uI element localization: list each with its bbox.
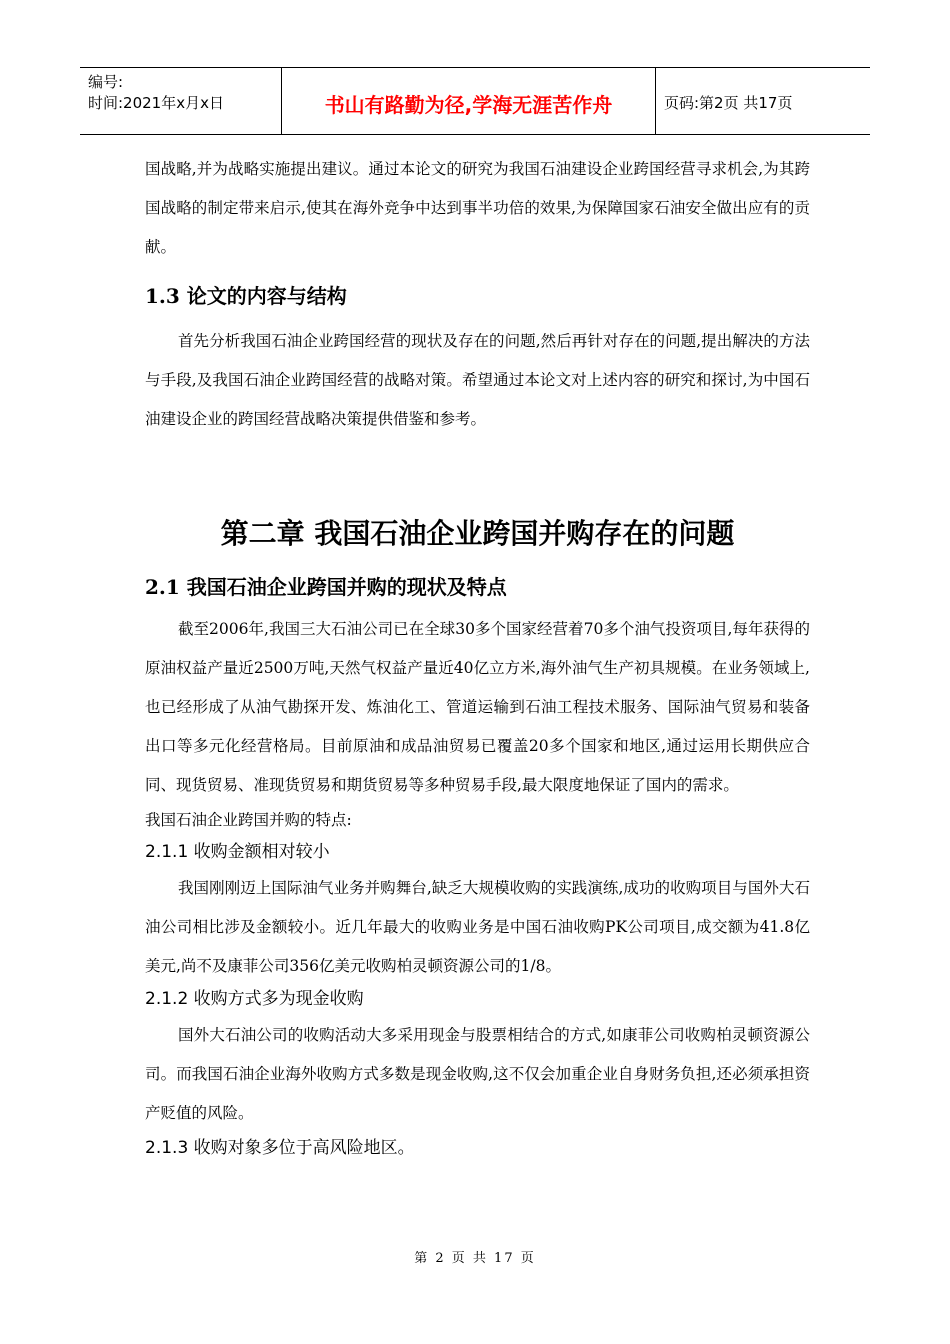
header-code-label: 编号:	[88, 73, 124, 91]
section-2-1-title: 2.1 我国石油企业跨国并购的现状及特点	[145, 575, 507, 599]
header-page-info: 页码:第2页 共17页	[664, 93, 793, 112]
page-footer: 第 2 页 共 17 页	[414, 1251, 536, 1266]
section-2-1-2-title: 2.1.2 收购方式多为现金收购	[145, 989, 364, 1009]
intro-paragraph: 国战略,并为战略实施提出建议。通过本论文的研究为我国石油建设企业跨国经营寻求机会,为其跨国战略的制定带来启示,使其在海外竞争中达到事半功倍的效果,为保障国家石油安全做出应有的贡献。	[145, 160, 810, 256]
document-body	[145, 150, 810, 1161]
page-header	[80, 67, 870, 135]
header-time-label: 时间:2021年x月x日	[88, 94, 224, 112]
chapter-2-title: 第二章 我国石油企业跨国并购存在的问题	[220, 517, 735, 550]
section-1-3-title: 1.3 论文的内容与结构	[145, 284, 347, 308]
section-2-1-paragraph: 截至2006年,我国三大石油公司已在全球30多个国家经营着70多个油气投资项目,每年获得的原油权益产量近2500万吨,天然气权益产量近40亿立方米,海外油气生产初具规模。在业务领域上,也已经形成了从油气勘探开发、炼油化工、管道运输到石油工程技术服务、国际油气贸易和装备出口等多元化经营格局。目前原油和成品油贸易已覆盖20多个国家和地区,通过运用长期供应合同、现货贸易、准现货贸易和期货贸易等多种贸易手段,最大限度地保证了国内的需求。	[145, 620, 810, 794]
features-label: 我国石油企业跨国并购的特点:	[145, 811, 352, 829]
section-2-1-2-paragraph: 国外大石油公司的收购活动大多采用现金与股票相结合的方式,如康菲公司收购柏灵顿资源公司。而我国石油企业海外收购方式多数是现金收购,这不仅会加重企业自身财务负担,还必须承担资产贬值的风险。	[145, 1026, 810, 1122]
section-1-3-paragraph: 首先分析我国石油企业跨国经营的现状及存在的问题,然后再针对存在的问题,提出解决的方法与手段,及我国石油企业跨国经营的战略对策。希望通过本论文对上述内容的研究和探讨,为中国石油建设企业的跨国经营战略决策提供借鉴和参考。	[145, 332, 810, 428]
section-2-1-1-paragraph: 我国刚刚迈上国际油气业务并购舞台,缺乏大规模收购的实践演练,成功的收购项目与国外大石油公司相比涉及金额较小。近几年最大的收购业务是中国石油收购PK公司项目,成交额为41.8亿美元,尚不及康菲公司356亿美元收购柏灵顿资源公司的1/8。	[145, 879, 810, 975]
section-2-1-3-title: 2.1.3 收购对象多位于高风险地区。	[145, 1138, 415, 1158]
section-2-1-1-title: 2.1.1 收购金额相对较小	[145, 842, 330, 862]
header-motto: 书山有路勤为径,学海无涯苦作舟	[282, 68, 656, 134]
header-meta	[80, 68, 282, 134]
